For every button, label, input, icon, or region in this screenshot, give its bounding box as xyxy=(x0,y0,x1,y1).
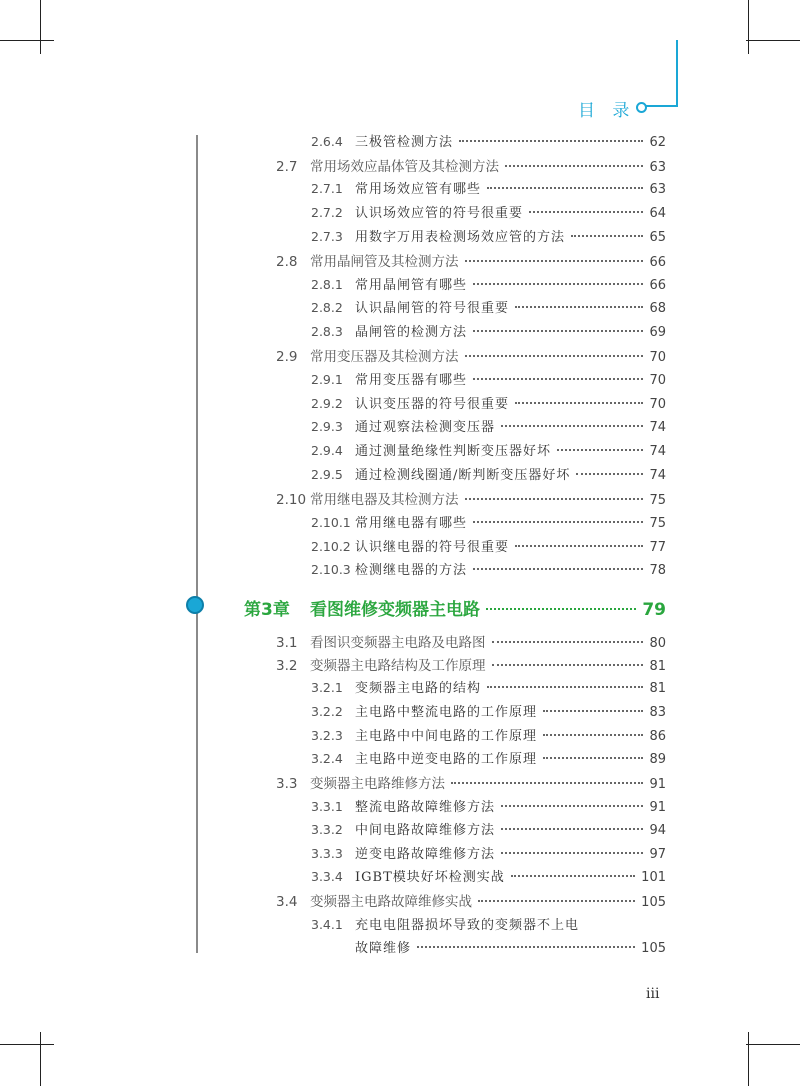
toc-entry-page: 80 xyxy=(649,636,666,651)
toc-subsection-entry[interactable] xyxy=(311,297,666,319)
toc-entry-page: 91 xyxy=(649,777,666,792)
toc-dot-leader xyxy=(417,946,635,948)
crop-mark xyxy=(0,1044,54,1045)
toc-entry-number: 2.7.1 xyxy=(311,181,343,196)
crop-mark xyxy=(40,0,41,54)
toc-entry-page: 89 xyxy=(649,752,666,767)
toc-entry-title: 看图维修变频器主电路 xyxy=(310,600,480,620)
toc-dot-leader xyxy=(473,330,643,332)
toc-entry-number: 3.3 xyxy=(276,776,298,792)
toc-subsection-entry[interactable] xyxy=(311,866,666,888)
toc-dot-leader xyxy=(486,608,636,610)
toc-entry-page: 75 xyxy=(649,493,666,508)
toc-entry-number: 2.9.1 xyxy=(311,372,343,387)
toc-dot-leader xyxy=(515,306,643,308)
toc-entry-number: 2.9.4 xyxy=(311,443,343,458)
toc-entry-title: 常用晶闸管有哪些 xyxy=(355,278,468,293)
toc-entry-number: 2.10 xyxy=(276,492,307,508)
page-header-title: 目 录 xyxy=(578,101,636,121)
crop-mark xyxy=(746,40,800,41)
toc-entry-page: 94 xyxy=(649,823,666,838)
toc-entry-title: 主电路中逆变电路的工作原理 xyxy=(355,752,538,767)
page-number: iii xyxy=(646,986,660,1002)
toc-subsection-entry[interactable] xyxy=(311,464,666,486)
toc-entry-page: 78 xyxy=(649,563,666,578)
toc-entry-title: 通过检测线圈通/断判断变压器好坏 xyxy=(355,468,571,483)
toc-dot-leader xyxy=(465,260,644,262)
toc-entry-number: 2.9.5 xyxy=(311,467,343,482)
crop-mark xyxy=(748,1032,749,1086)
toc-entry-number: 3.2.3 xyxy=(311,728,343,743)
toc-entry-number: 3.2.4 xyxy=(311,751,343,766)
toc-section-entry[interactable] xyxy=(276,631,666,653)
toc-entry-page: 66 xyxy=(649,278,666,293)
toc-subsection-entry[interactable] xyxy=(355,937,666,959)
toc-entry-page: 81 xyxy=(649,681,666,696)
toc-subsection-entry[interactable] xyxy=(311,914,666,936)
toc-dot-leader xyxy=(465,355,644,357)
toc-entry-title: 晶闸管的检测方法 xyxy=(355,325,468,340)
toc-entry-number: 2.10.1 xyxy=(311,515,351,530)
toc-subsection-entry[interactable] xyxy=(311,393,666,415)
toc-entry-number: 2.7.3 xyxy=(311,229,343,244)
toc-entry-number: 3.3.2 xyxy=(311,822,343,837)
toc-subsection-entry[interactable] xyxy=(311,178,666,200)
toc-entry-page: 65 xyxy=(649,230,666,245)
toc-dot-leader xyxy=(473,521,643,523)
crop-mark xyxy=(40,1032,41,1086)
toc-entry-page: 64 xyxy=(649,206,666,221)
toc-entry-page: 66 xyxy=(649,255,666,270)
toc-dot-leader xyxy=(501,852,643,854)
toc-entry-number: 2.8.2 xyxy=(311,300,343,315)
toc-entry-title: 看图识变频器主电路及电路图 xyxy=(310,635,486,651)
toc-entry-title: 用数字万用表检测场效应管的方法 xyxy=(355,230,566,245)
toc-entry-title: 检测继电器的方法 xyxy=(355,563,468,578)
toc-entry-page: 70 xyxy=(649,397,666,412)
toc-dot-leader xyxy=(529,211,643,213)
toc-entry-number: 2.8.3 xyxy=(311,324,343,339)
toc-dot-leader xyxy=(451,782,643,784)
header-rule-horizontal xyxy=(643,105,678,107)
toc-subsection-entry[interactable] xyxy=(311,416,666,438)
toc-entry-title: 中间电路故障维修方法 xyxy=(355,823,496,838)
toc-entry-page: 62 xyxy=(649,135,666,150)
toc-dot-leader xyxy=(487,686,643,688)
toc-entry-title: 逆变电路故障维修方法 xyxy=(355,847,496,862)
toc-entry-number: 3.4.1 xyxy=(311,917,343,932)
toc-entry-title: 主电路中中间电路的工作原理 xyxy=(355,729,538,744)
toc-dot-leader xyxy=(557,449,643,451)
toc-entry-page: 74 xyxy=(649,468,666,483)
toc-entry-number: 2.7.2 xyxy=(311,205,343,220)
toc-entry-title: 变频器主电路故障维修实战 xyxy=(310,894,472,910)
toc-dot-leader xyxy=(478,900,635,902)
toc-subsection-entry[interactable] xyxy=(311,677,666,699)
toc-entry-number: 2.9.2 xyxy=(311,396,343,411)
toc-entry-page: 79 xyxy=(642,600,666,620)
toc-dot-leader xyxy=(487,187,643,189)
crop-mark xyxy=(748,0,749,54)
toc-entry-page: 63 xyxy=(649,182,666,197)
toc-entry-title: 故障维修 xyxy=(355,941,412,956)
toc-entry-title: 常用变压器及其检测方法 xyxy=(310,349,459,365)
toc-dot-leader xyxy=(465,498,644,500)
toc-entry-title: 整流电路故障维修方法 xyxy=(355,800,496,815)
toc-subsection-entry[interactable] xyxy=(311,725,666,747)
toc-dot-leader xyxy=(492,664,644,666)
toc-entry-number: 3.2.2 xyxy=(311,704,343,719)
toc-entry-title: 认识场效应管的符号很重要 xyxy=(355,206,524,221)
toc-chapter-entry[interactable] xyxy=(244,595,666,621)
toc-entry-title: 常用晶闸管及其检测方法 xyxy=(310,254,459,270)
header-rule-vertical xyxy=(676,40,678,106)
toc-subsection-entry[interactable] xyxy=(311,131,666,153)
toc-dot-leader xyxy=(501,425,643,427)
toc-entry-page: 74 xyxy=(649,444,666,459)
toc-vertical-rule xyxy=(196,135,198,953)
crop-mark xyxy=(746,1044,800,1045)
toc-entry-number: 3.2 xyxy=(276,658,298,674)
toc-entry-number: 3.2.1 xyxy=(311,680,343,695)
toc-entry-number: 3.3.3 xyxy=(311,846,343,861)
toc-dot-leader xyxy=(492,641,644,643)
toc-entry-number: 第3章 xyxy=(244,600,290,620)
toc-dot-leader xyxy=(515,545,643,547)
toc-entry-page: 105 xyxy=(641,941,666,956)
toc-entry-title: 主电路中整流电路的工作原理 xyxy=(355,705,538,720)
header-dot xyxy=(636,102,647,113)
toc-subsection-entry[interactable] xyxy=(311,536,666,558)
toc-entry-number: 3.3.1 xyxy=(311,799,343,814)
toc-entry-page: 75 xyxy=(649,516,666,531)
toc-dot-leader xyxy=(576,473,643,475)
toc-entry-title: IGBT模块好坏检测实战 xyxy=(355,870,505,885)
toc-entry-number: 3.1 xyxy=(276,635,298,651)
toc-entry-number: 2.8.1 xyxy=(311,277,343,292)
toc-entry-page: 83 xyxy=(649,705,666,720)
toc-subsection-entry[interactable] xyxy=(311,202,666,224)
toc-dot-leader xyxy=(543,710,643,712)
toc-subsection-entry[interactable] xyxy=(311,701,666,723)
toc-dot-leader xyxy=(505,165,643,167)
toc-entry-number: 3.3.4 xyxy=(311,869,343,884)
toc-subsection-entry[interactable] xyxy=(311,226,666,248)
toc-dot-leader xyxy=(473,568,643,570)
toc-entry-title: 充电电阻器损坏导致的变频器不上电 xyxy=(355,918,580,933)
toc-entry-page: 68 xyxy=(649,301,666,316)
toc-entry-title: 变频器主电路维修方法 xyxy=(310,776,445,792)
toc-entry-title: 常用继电器及其检测方法 xyxy=(310,492,459,508)
toc-dot-leader xyxy=(473,283,643,285)
toc-subsection-entry[interactable] xyxy=(311,559,666,581)
toc-entry-title: 通过测量绝缘性判断变压器好坏 xyxy=(355,444,552,459)
toc-subsection-entry[interactable] xyxy=(311,440,666,462)
toc-dot-leader xyxy=(501,828,643,830)
toc-entry-title: 认识变压器的符号很重要 xyxy=(355,397,510,412)
toc-entry-page: 97 xyxy=(649,847,666,862)
toc-section-entry[interactable] xyxy=(276,250,666,272)
toc-entry-title: 常用变压器有哪些 xyxy=(355,373,468,388)
toc-entry-title: 常用场效应晶体管及其检测方法 xyxy=(310,159,499,175)
toc-dot-leader xyxy=(473,378,643,380)
toc-entry-title: 变频器主电路的结构 xyxy=(355,681,482,696)
toc-subsection-entry[interactable] xyxy=(311,748,666,770)
toc-dot-leader xyxy=(571,235,643,237)
toc-entry-title: 变频器主电路结构及工作原理 xyxy=(310,658,486,674)
toc-dot-leader xyxy=(543,757,643,759)
toc-subsection-entry[interactable] xyxy=(311,274,666,296)
toc-entry-page: 91 xyxy=(649,800,666,815)
toc-section-entry[interactable] xyxy=(276,488,666,510)
toc-entry-title: 常用继电器有哪些 xyxy=(355,516,468,531)
toc-subsection-entry[interactable] xyxy=(311,369,666,391)
toc-entry-page: 81 xyxy=(649,659,666,674)
toc-entry-number: 2.10.3 xyxy=(311,562,351,577)
toc-dot-leader xyxy=(459,140,643,142)
toc-entry-title: 认识继电器的符号很重要 xyxy=(355,540,510,555)
toc-section-entry[interactable] xyxy=(276,772,666,794)
toc-subsection-entry[interactable] xyxy=(311,819,666,841)
toc-subsection-entry[interactable] xyxy=(311,512,666,534)
toc-entry-page: 70 xyxy=(649,373,666,388)
toc-entry-number: 2.6.4 xyxy=(311,134,343,149)
toc-dot-leader xyxy=(501,805,643,807)
toc-entry-page: 63 xyxy=(649,160,666,175)
toc-dot-leader xyxy=(515,402,643,404)
toc-section-entry[interactable] xyxy=(276,345,666,367)
toc-entry-page: 70 xyxy=(649,350,666,365)
toc-entry-page: 77 xyxy=(649,540,666,555)
toc-section-entry[interactable] xyxy=(276,155,666,177)
toc-entry-title: 认识晶闸管的符号很重要 xyxy=(355,301,510,316)
toc-entry-number: 2.10.2 xyxy=(311,539,351,554)
chapter-marker-icon xyxy=(186,596,204,614)
toc-subsection-entry[interactable] xyxy=(311,796,666,818)
toc-entry-number: 2.9 xyxy=(276,349,298,365)
toc-entry-page: 86 xyxy=(649,729,666,744)
toc-entry-number: 2.7 xyxy=(276,159,298,175)
toc-entry-title: 通过观察法检测变压器 xyxy=(355,420,496,435)
toc-entry-number: 2.9.3 xyxy=(311,419,343,434)
toc-entry-number: 2.8 xyxy=(276,254,298,270)
toc-dot-leader xyxy=(511,875,635,877)
toc-section-entry[interactable] xyxy=(276,654,666,676)
toc-dot-leader xyxy=(543,734,643,736)
toc-entry-page: 105 xyxy=(641,895,666,910)
toc-entry-title: 三极管检测方法 xyxy=(355,135,454,150)
toc-subsection-entry[interactable] xyxy=(311,321,666,343)
toc-entry-page: 74 xyxy=(649,420,666,435)
crop-mark xyxy=(0,40,54,41)
toc-entry-page: 69 xyxy=(649,325,666,340)
toc-section-entry[interactable] xyxy=(276,890,666,912)
toc-entry-title: 常用场效应管有哪些 xyxy=(355,182,482,197)
toc-entry-number: 3.4 xyxy=(276,894,298,910)
toc-subsection-entry[interactable] xyxy=(311,843,666,865)
toc-entry-page: 101 xyxy=(641,870,666,885)
